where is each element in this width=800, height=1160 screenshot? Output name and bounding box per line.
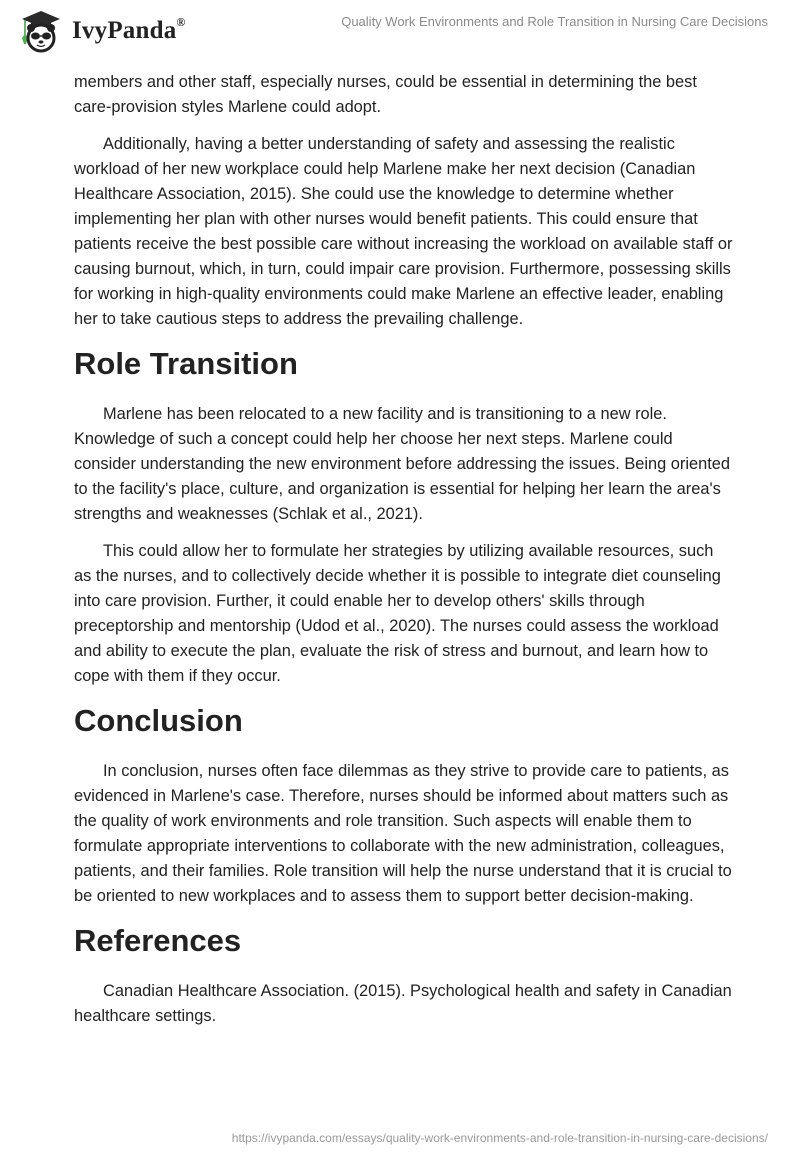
section-heading-role-transition: Role Transition [74, 346, 298, 381]
essay-content [74, 70, 734, 1041]
ivypanda-logo[interactable] [18, 8, 186, 54]
paragraph: members and other staff, especially nurses, could be essential in determining the best care-provision styles Marlene could adopt. [74, 73, 697, 116]
logo-wordmark: IvyPanda [72, 17, 177, 44]
paragraph: Marlene has been relocated to a new facility and is transitioning to a new role. Knowledge of such a concept could help her choose her next steps. Marlene could consider understanding the new environment before addressing the issues. Being oriented to the facility's place, culture, and organization is essential for helping her learn the area's strengths and weaknesses (Schlak et al., 2021). [74, 405, 731, 523]
page-header [0, 0, 800, 60]
paragraph: Additionally, having a better understanding of safety and assessing the realistic workload of her new workplace could help Marlene make her next decision (Canadian Healthcare Association, 2015). She could use the knowledge to determine whether implementing her plan with other nurses would benefit patients. This could ensure that patients receive the best possible care without increasing the workload on available staff or causing burnout, which, in turn, could impair care provision. Furthermore, possessing skills for working in high-quality environments could make Marlene an effective leader, enabling her to take cautious steps to address the prevailing challenge. [74, 135, 733, 328]
source-url[interactable]: https://ivypanda.com/essays/quality-work-environments-and-role-transition-in-nursing-care-decisions/ [231, 1131, 768, 1145]
document-title: Quality Work Environments and Role Transition in Nursing Care Decisions [341, 14, 768, 29]
reference-entry: Canadian Healthcare Association. (2015). Psychological health and safety in Canadian healthcare settings. [74, 982, 732, 1025]
paragraph: In conclusion, nurses often face dilemmas as they strive to provide care to patients, as evidenced in Marlene's case. Therefore, nurses should be informed about matters such as the quality of work environments and role transition. Such aspects will enable them to formulate appropriate interventions to collaborate with the new administration, colleagues, patients, and their families. Role transition will help the nurse understand that it is crucial to be oriented to new workplaces and to assess them to support better decision-making. [74, 762, 732, 905]
registered-mark: ® [176, 15, 186, 29]
section-heading-conclusion: Conclusion [74, 703, 243, 738]
section-heading-references: References [74, 923, 242, 958]
paragraph: This could allow her to formulate her strategies by utilizing available resources, such as the nurses, and to collectively decide whether it is possible to integrate diet counseling into care provision. Further, it could enable her to develop others' skills through preceptorship and mentorship (Udod et al., 2020). The nurses could assess the workload and ability to execute the plan, evaluate the risk of stress and burnout, and learn how to cope with them if they occur. [74, 542, 721, 685]
logo-text [72, 17, 186, 45]
panda-graduate-icon [18, 8, 64, 54]
